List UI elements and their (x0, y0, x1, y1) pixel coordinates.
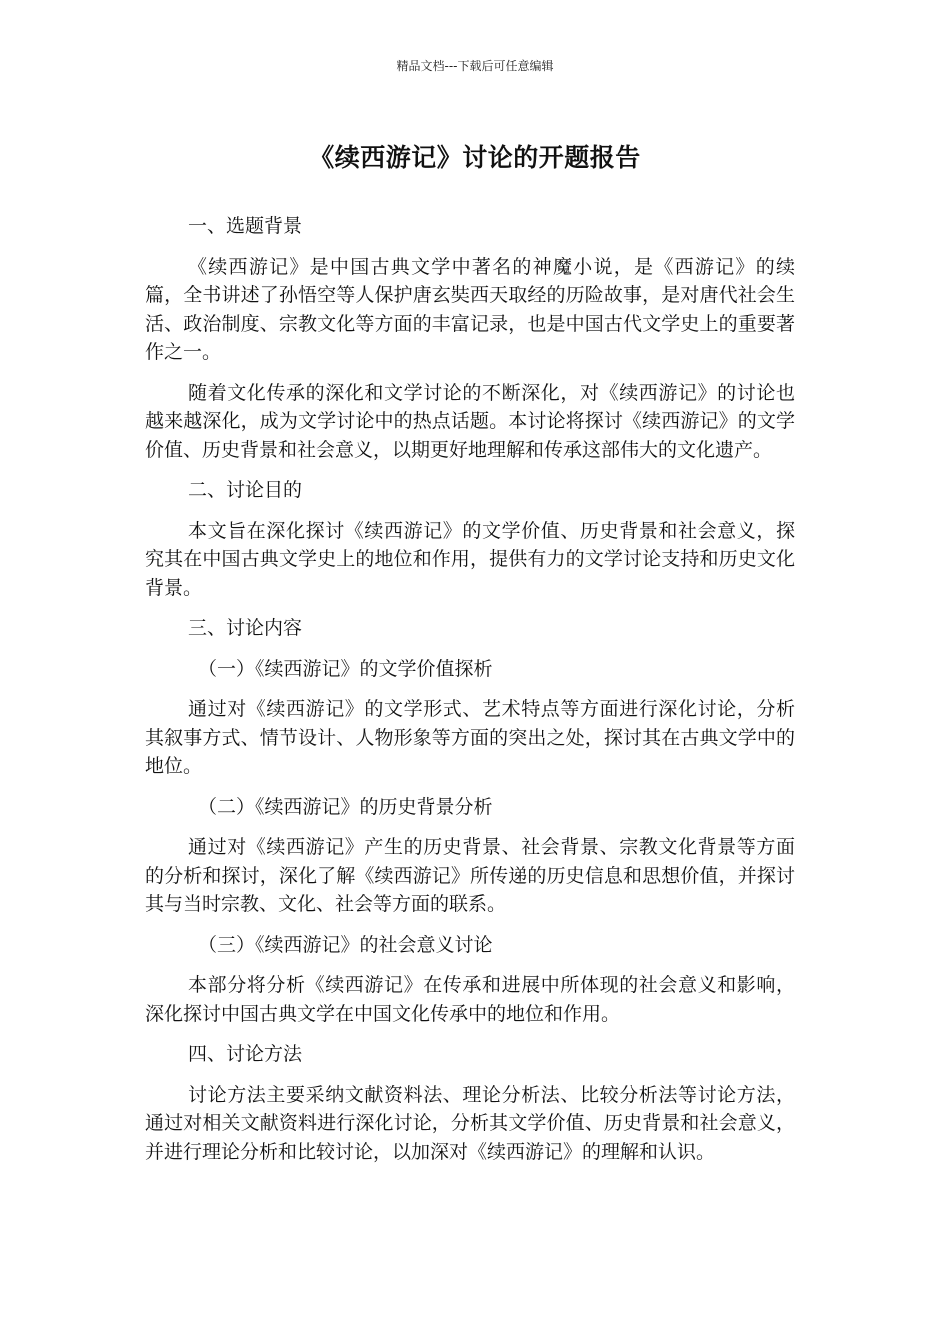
paragraph: 本文旨在深化探讨《续西游记》的文学价值、历史背景和社会意义，探究其在中国古典文学史上的地位和作用，提供有力的文学讨论支持和历史文化背景。 (145, 519, 795, 599)
subsection-heading-social-significance: （三）《续西游记》的社会意义讨论 (198, 933, 493, 956)
paragraph: 本部分将分析《续西游记》在传承和进展中所体现的社会意义和影响，深化探讨中国古典文学在中国文化传承中的地位和作用。 (145, 974, 795, 1025)
document-title: 《续西游记》讨论的开题报告 (309, 143, 641, 172)
document-body (145, 212, 795, 1178)
section-heading-purpose: 二、讨论目的 (188, 479, 303, 501)
subsection-heading-historical-background: （二）《续西游记》的历史背景分析 (198, 795, 493, 818)
paragraph: 通过对《续西游记》产生的历史背景、社会背景、宗教文化背景等方面的分析和探讨，深化了解《续西游记》所传递的历史信息和思想价值，并探讨其与当时宗教、文化、社会等方面的联系。 (145, 836, 795, 915)
paragraph: 随着文化传承的深化和文学讨论的不断深化，对《续西游记》的讨论也越来越深化，成为文学讨论中的热点话题。本讨论将探讨《续西游记》的文学价值、历史背景和社会意义，以期更好地理解和传承这部伟大的文化遗产。 (145, 381, 795, 461)
paragraph: 讨论方法主要采纳文献资料法、理论分析法、比较分析法等讨论方法，通过对相关文献资料进行深化讨论，分析其文学价值、历史背景和社会意义，并进行理论分析和比较讨论，以加深对《续西游记》的理解和认识。 (145, 1083, 795, 1163)
paragraph: 《续西游记》是中国古典文学中著名的神魔小说，是《西游记》的续篇，全书讲述了孙悟空等人保护唐玄奘西天取经的历险故事，是对唐代社会生活、政治制度、宗教文化等方面的丰富记录，也是中国古代文学史上的重要著作之一。 (145, 255, 795, 363)
paragraph: 通过对《续西游记》的文学形式、艺术特点等方面进行深化讨论，分析其叙事方式、情节设计、人物形象等方面的突出之处，探讨其在古典文学中的地位。 (145, 698, 795, 777)
section-heading-content: 三、讨论内容 (188, 617, 303, 639)
section-heading-method: 四、讨论方法 (188, 1043, 303, 1065)
section-heading-background: 一、选题背景 (188, 215, 303, 237)
subsection-heading-literary-value: （一）《续西游记》的文学价值探析 (198, 657, 493, 680)
page-header: 精品文档---下载后可任意编辑 (396, 59, 554, 73)
